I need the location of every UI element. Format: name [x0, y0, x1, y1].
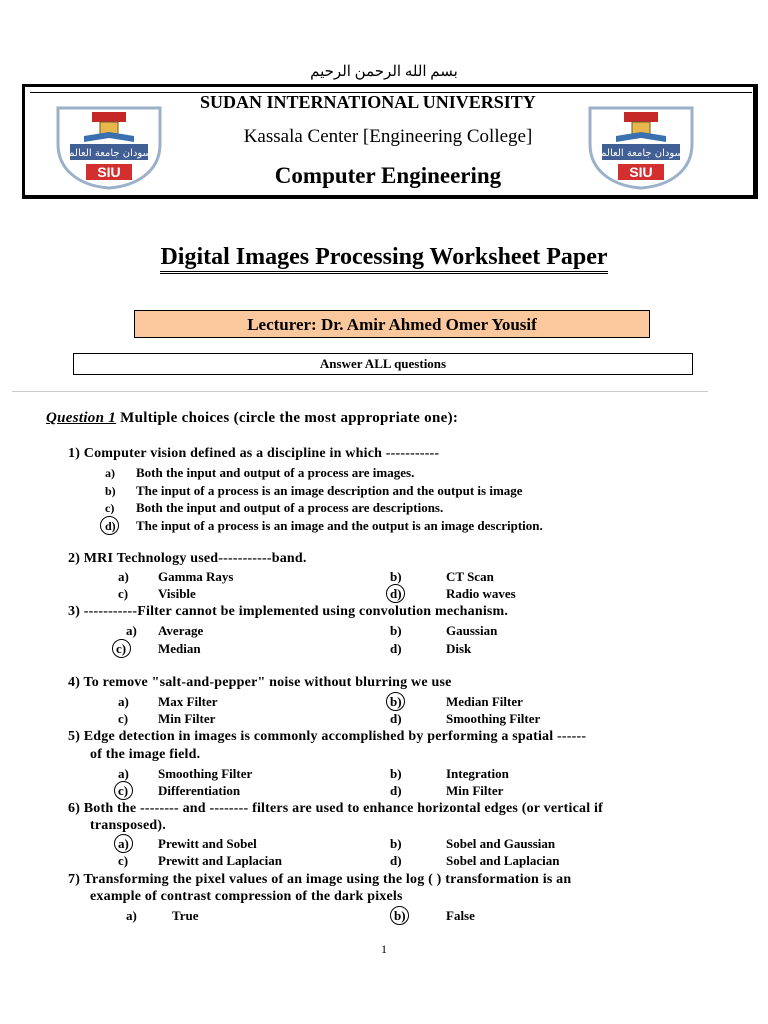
answer-circle [390, 906, 409, 925]
q4-c-label: c) [118, 711, 129, 726]
q2-a-text: Gamma Rays [158, 569, 234, 584]
bismillah: بسم الله الرحمن الرحيم [310, 64, 458, 80]
q7-b-label: b) [394, 908, 406, 923]
page-title [0, 244, 768, 271]
q4-a-label: a) [118, 694, 129, 709]
q4-stem: 4) To remove "salt-and-pepper" noise without blurring we use [68, 675, 452, 690]
q5-b-label: b) [390, 766, 402, 781]
q1-c-text: Both the input and output of a process are descriptions. [136, 500, 444, 515]
q2-c-text: Visible [158, 586, 196, 601]
page-title-text: Digital Images Processing Worksheet Paper [160, 244, 607, 274]
q7-a-label: a) [126, 908, 137, 923]
logo-latin-text: SIU [629, 164, 653, 180]
q2-b-label: b) [390, 569, 402, 584]
question-1-label: Question 1 [46, 410, 117, 426]
department-name: Computer Engineering [274, 163, 502, 188]
q3-b-label: b) [390, 623, 402, 638]
answer-circle [112, 639, 131, 658]
logo-arabic-text: السودان جامعة العالمية [60, 148, 158, 159]
q1-c-label: c) [105, 501, 115, 515]
q7-stem-cont: example of contrast compression of the dark pixels [90, 889, 403, 904]
q2-c-label: c) [118, 586, 129, 601]
q1-a-text: Both the input and output of a process are images. [136, 465, 415, 480]
q4-d-text: Smoothing Filter [446, 711, 541, 726]
q3-d-text: Disk [446, 641, 472, 656]
q6-a-label: a) [118, 836, 129, 851]
q7-a-text: True [172, 908, 199, 923]
q2-d-text: Radio waves [446, 586, 516, 601]
question-1-heading [46, 410, 458, 427]
q5-d-label: d) [390, 783, 402, 798]
question-1-text: Multiple choices (circle the most appropriate one): [116, 410, 459, 426]
q1-b-label: b) [105, 484, 116, 498]
q3-d-label: d) [390, 641, 402, 656]
q1-a-label: a) [105, 466, 115, 480]
q6-d-text: Sobel and Laplacian [446, 853, 560, 868]
university-logo-left [50, 104, 168, 190]
q5-b-text: Integration [446, 766, 509, 781]
instruction-box: Answer ALL questions [73, 353, 693, 375]
university-name: SUDAN INTERNATIONAL UNIVERSITY [200, 92, 536, 112]
q5-stem: 5) Edge detection in images is commonly accomplished by performing a spatial ------ [68, 729, 587, 744]
q7-stem: 7) Transforming the pixel values of an image using the log ( ) transformation is an [68, 872, 572, 887]
q3-b-text: Gaussian [446, 623, 498, 638]
q3-c-text: Median [158, 641, 201, 656]
page-number: 1 [381, 942, 387, 956]
center-name: Kassala Center [Engineering College] [243, 126, 533, 147]
answer-circle [386, 692, 405, 711]
q4-d-label: d) [390, 711, 402, 726]
answer-circle [386, 584, 405, 603]
q6-b-text: Sobel and Gaussian [446, 836, 556, 851]
q5-stem-cont: of the image field. [90, 747, 201, 762]
q4-b-text: Median Filter [446, 694, 523, 709]
q1-stem: 1) Computer vision defined as a discipline in which ----------- [68, 446, 440, 461]
q4-b-label: b) [390, 694, 402, 709]
logo-latin-text: SIU [97, 164, 121, 180]
q5-c-label: c) [118, 783, 129, 798]
q2-stem: 2) MRI Technology used-----------band. [68, 551, 307, 566]
logo-arabic-text: السودان جامعة العالمية [592, 148, 690, 159]
divider [12, 391, 708, 392]
q3-a-text: Average [158, 623, 204, 638]
answer-circle [100, 516, 119, 535]
lecturer-box: Lecturer: Dr. Amir Ahmed Omer Yousif [134, 310, 650, 338]
q6-a-text: Prewitt and Sobel [158, 836, 257, 851]
q3-c-label: c) [116, 641, 127, 656]
q4-a-text: Max Filter [158, 694, 218, 709]
q6-c-label: c) [118, 853, 129, 868]
q1-d-label: d) [105, 519, 116, 533]
q3-stem: 3) -----------Filter cannot be implemented using convolution mechanism. [68, 604, 509, 619]
q2-a-label: a) [118, 569, 129, 584]
q4-c-text: Min Filter [158, 711, 216, 726]
q1-b-text: The input of a process is an image description and the output is image [136, 483, 523, 498]
q6-d-label: d) [390, 853, 402, 868]
q1-d-text: The input of a process is an image and the output is an image description. [136, 518, 543, 533]
q6-stem-cont: transposed). [90, 818, 166, 833]
q7-b-text: False [446, 908, 475, 923]
q3-a-label: a) [126, 623, 137, 638]
answer-circle [114, 834, 133, 853]
q6-stem: 6) Both the -------- and -------- filters are used to enhance horizontal edges (or vertical if [68, 801, 603, 816]
q6-b-label: b) [390, 836, 402, 851]
q5-c-text: Differentiation [158, 783, 241, 798]
q6-c-text: Prewitt and Laplacian [158, 853, 282, 868]
q2-d-label: d) [390, 586, 402, 601]
q5-d-text: Min Filter [446, 783, 504, 798]
answer-circle [114, 781, 133, 800]
q2-b-text: CT Scan [446, 569, 494, 584]
q5-a-text: Smoothing Filter [158, 766, 253, 781]
q5-a-label: a) [118, 766, 129, 781]
